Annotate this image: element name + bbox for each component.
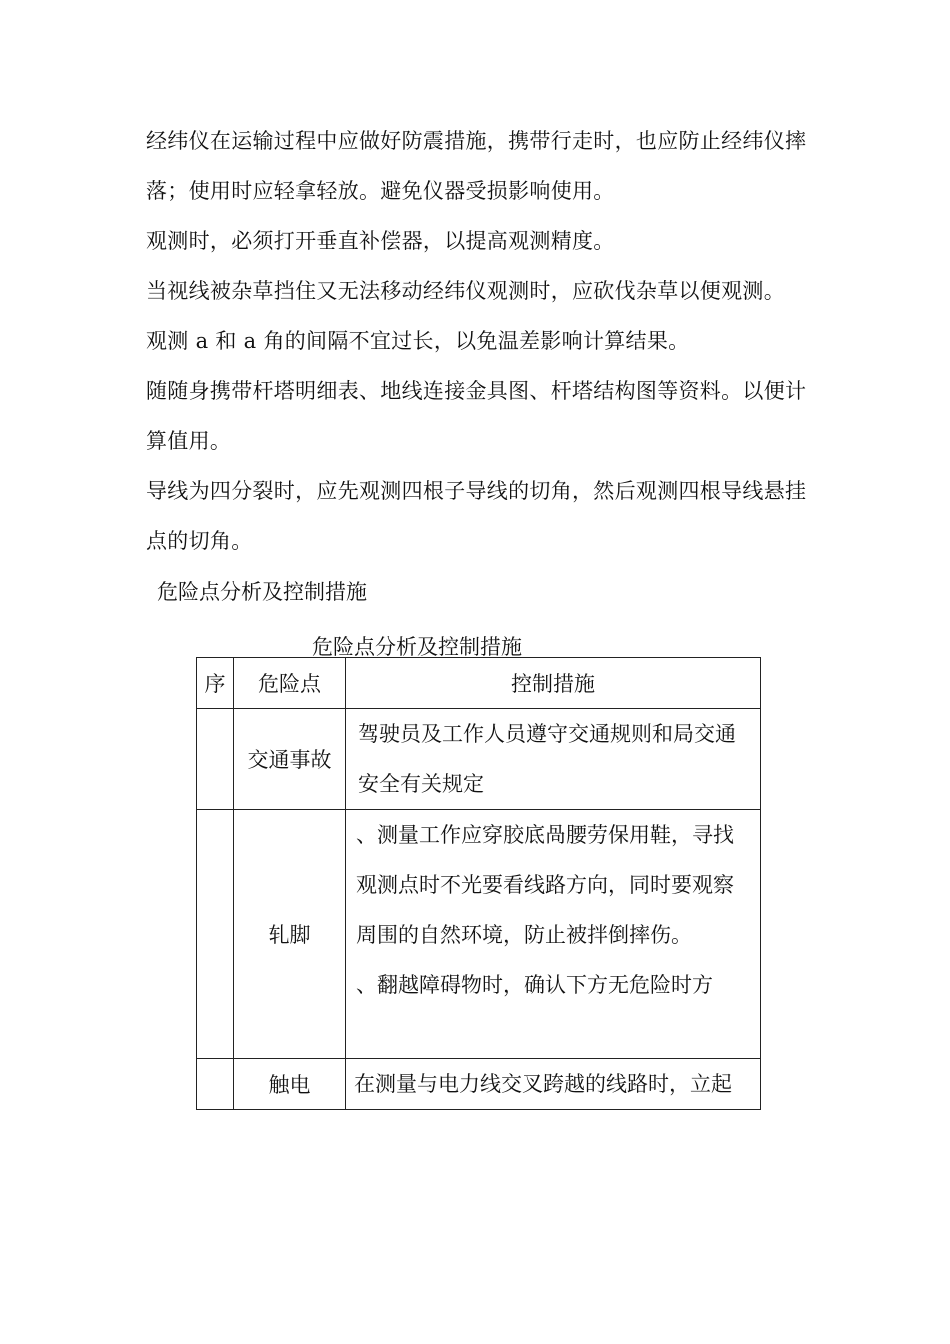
row-seq bbox=[197, 1059, 234, 1110]
measure-foot-content bbox=[346, 810, 760, 1056]
paragraph-split-conductor: 导线为四分裂时，应先观测四根子导线的切角，然后观测四根导线悬挂点的切角。 bbox=[146, 479, 807, 553]
row-seq bbox=[197, 810, 234, 1059]
header-risk: 危险点 bbox=[234, 658, 346, 709]
measure-foot bbox=[346, 810, 761, 1059]
header-seq: 序 bbox=[197, 658, 234, 709]
paragraph-instrument-transport: 经纬仪在运输过程中应做好防震措施，携带行走时，也应防止经纬仪摔落；使用时应轻拿轻放。避免仪器受损影响使用。 bbox=[146, 129, 807, 203]
risk-control-table bbox=[196, 657, 761, 1110]
paragraph-weeds: 当视线被杂草挡住又无法移动经纬仪观测时，应砍伐杂草以便观测。 bbox=[146, 279, 785, 303]
measure-shock bbox=[346, 1059, 761, 1110]
measure-shock-text: 在测量与电力线交叉跨越的线路时，立起 bbox=[354, 1072, 732, 1096]
risk-traffic-accident: 交通事故 bbox=[234, 709, 346, 810]
measure-traffic bbox=[346, 709, 761, 810]
section-heading: 危险点分析及控制措施 bbox=[157, 580, 367, 604]
table-header-row bbox=[197, 658, 761, 709]
table-row bbox=[197, 1059, 761, 1110]
table-row bbox=[197, 709, 761, 810]
measure-foot-text-1: 、测量工作应穿胶底咼腰劳保用鞋，寻找观测点时不光要看线路方向，同时要观察周围的自然环境，防止被拌倒摔伤。 bbox=[356, 823, 734, 947]
table-row bbox=[197, 810, 761, 1059]
risk-electric-shock: 触电 bbox=[234, 1059, 346, 1110]
paragraph-vertical-compensator: 观测时，必须打开垂直补偿器，以提高观测精度。 bbox=[146, 229, 615, 253]
paragraph-carry-documents: 随随身携带杆塔明细表、地线连接金具图、杆塔结构图等资料。以便计算值用。 bbox=[146, 379, 807, 453]
measure-traffic-text: 驾驶员及工作人员遵守交通规则和局交通安全有关规定 bbox=[358, 722, 736, 796]
risk-foot-injury: 轧脚 bbox=[234, 810, 346, 1059]
row-seq bbox=[197, 709, 234, 810]
header-measure: 控制措施 bbox=[346, 658, 761, 709]
table-caption: 危险点分析及控制措施 bbox=[312, 635, 522, 659]
paragraph-angle-interval: 观测 a 和 a 角的间隔不宜过长，以免温差影响计算结果。 bbox=[146, 329, 690, 353]
measure-foot-text-2: 、翻越障碍物时，确认下方无危险时方 bbox=[356, 973, 713, 997]
